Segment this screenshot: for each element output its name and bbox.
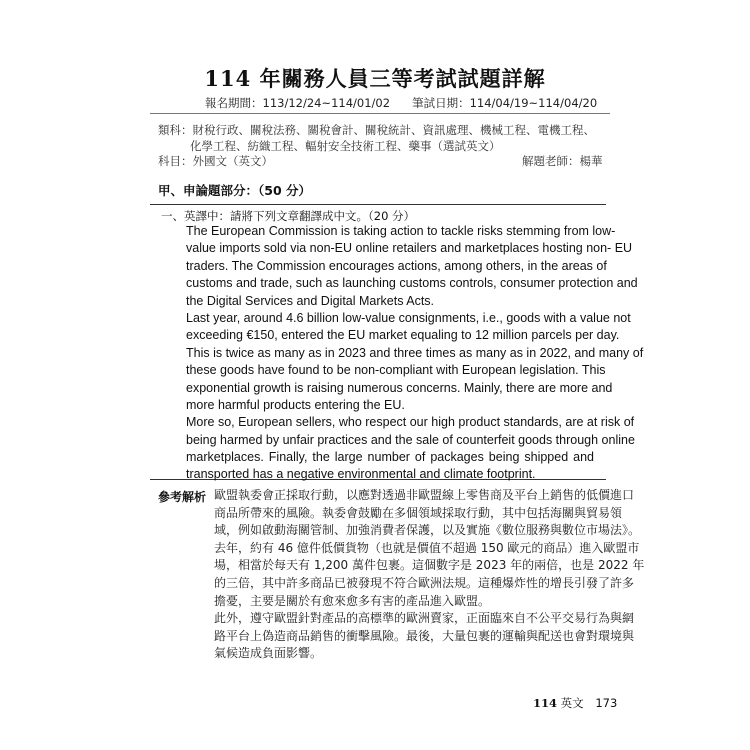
passage-line: the Digital Services and Digital Markets Acts.: [186, 293, 435, 308]
footer-subject: 英文: [560, 696, 584, 710]
footer-year: 114: [533, 696, 558, 710]
page-title: 114 年關務人員三等考試試題詳解: [204, 66, 546, 91]
passage-line: transported has a negative environmental and climate footprint.: [186, 467, 536, 482]
section-heading: 甲、申論題部分：（50 分）: [158, 183, 311, 198]
answer-label: 參考解析: [158, 490, 207, 504]
passage-line: customs and trade, such as launching customs controls, consumer protection and: [186, 276, 638, 291]
question-heading: 一、英譯中：請將下列文章翻譯成中文。（20 分）: [161, 209, 416, 223]
passage-line: Last year, around 4.6 billion low-value consignments, i.e., goods with a value not: [186, 310, 631, 325]
answer-line: 的三倍，其中許多商品已被發現不符合歐洲法規。這種爆炸性的增長引發了許多: [214, 575, 635, 590]
subject-line: 科目：外國文（英文）: [158, 154, 273, 168]
answer-line: 歐盟執委會正採取行動，以應對透過非歐盟線上零售商及平台上銷售的低價進口: [214, 488, 635, 502]
passage-line: marketplaces. Finally, the large number of packages being shipped and: [186, 450, 594, 465]
answer-line: 擔憂，主要是關於有愈來愈多有害的產品進入歐盟。: [214, 593, 491, 608]
page-number: 173: [595, 696, 618, 710]
passage-line: traders. The Commission encourages actions, among others, in the areas of: [186, 258, 607, 273]
answer-line: 氣候造成負面影響。: [214, 646, 323, 661]
answer-line: 域，例如啟動海關管制、加強消費者保護，以及實施《數位服務與數位市場法》。: [214, 523, 641, 538]
passage-line: exponential growth is raising numerous concerns. Mainly, there are more and: [186, 380, 613, 395]
header-divider: [150, 113, 610, 114]
answer-line: 路平台上偽造商品銷售的衝擊風險。最後，大量包裹的運輸與配送也會對環境與: [214, 628, 635, 643]
exam-schedule: [205, 95, 597, 111]
registration-period: 報名期間：113/12/24~114/01/02: [205, 96, 391, 110]
passage-line: This is twice as many as in 2023 and three times as many as in 2022, and many of: [186, 345, 644, 360]
category-line-1: 類科：財稅行政、關稅法務、關稅會計、關稅統計、資訊處理、機械工程、電機工程、: [158, 123, 595, 137]
passage-line: more harmful products entering the EU.: [186, 397, 405, 412]
passage-line: The European Commission is taking action to tackle risks stemming from low-: [186, 224, 616, 238]
answer-line: 此外，遵守歐盟針對產品的高標準的歐洲賣家，正面臨來自不公平交易行為與網: [214, 611, 635, 626]
answer-translation: [214, 487, 645, 663]
exam-date: 筆試日期：114/04/19~114/04/20: [412, 96, 598, 110]
category-line-2: 化學工程、紡織工程、輻射安全技術工程、藥事（選試英文）: [190, 139, 501, 153]
page-footer: [533, 695, 617, 711]
passage-line: being harmed by unfair practices and the sale of counterfeit goods through online: [186, 432, 635, 447]
answer-line: 場，相當於每天有 1,200 萬件包裹。這個數字是 2023 年的兩倍，也是 2022 年: [214, 558, 645, 573]
answer-line: 去年，約有 46 億件低價貨物（也就是價值不超過 150 歐元的商品）進入歐盟市: [214, 540, 640, 555]
teacher-line: 解題老師：楊華: [522, 154, 603, 168]
passage-line: exceeding €150, entered the EU market equaling to 12 million parcels per day.: [186, 328, 620, 343]
passage-line: value imports sold via non-EU online retailers and marketplaces hosting non- EU: [186, 241, 633, 256]
passage-line: More so, European sellers, who respect our high product standards, are at risk of: [186, 415, 635, 430]
question-passage: [186, 223, 644, 484]
passage-line: these goods have found to be non-compliant with European legislation. This: [186, 363, 606, 378]
answer-line: 商品所帶來的風險。執委會鼓勵在多個領域採取行動，其中包括海關與貿易領: [214, 505, 623, 520]
